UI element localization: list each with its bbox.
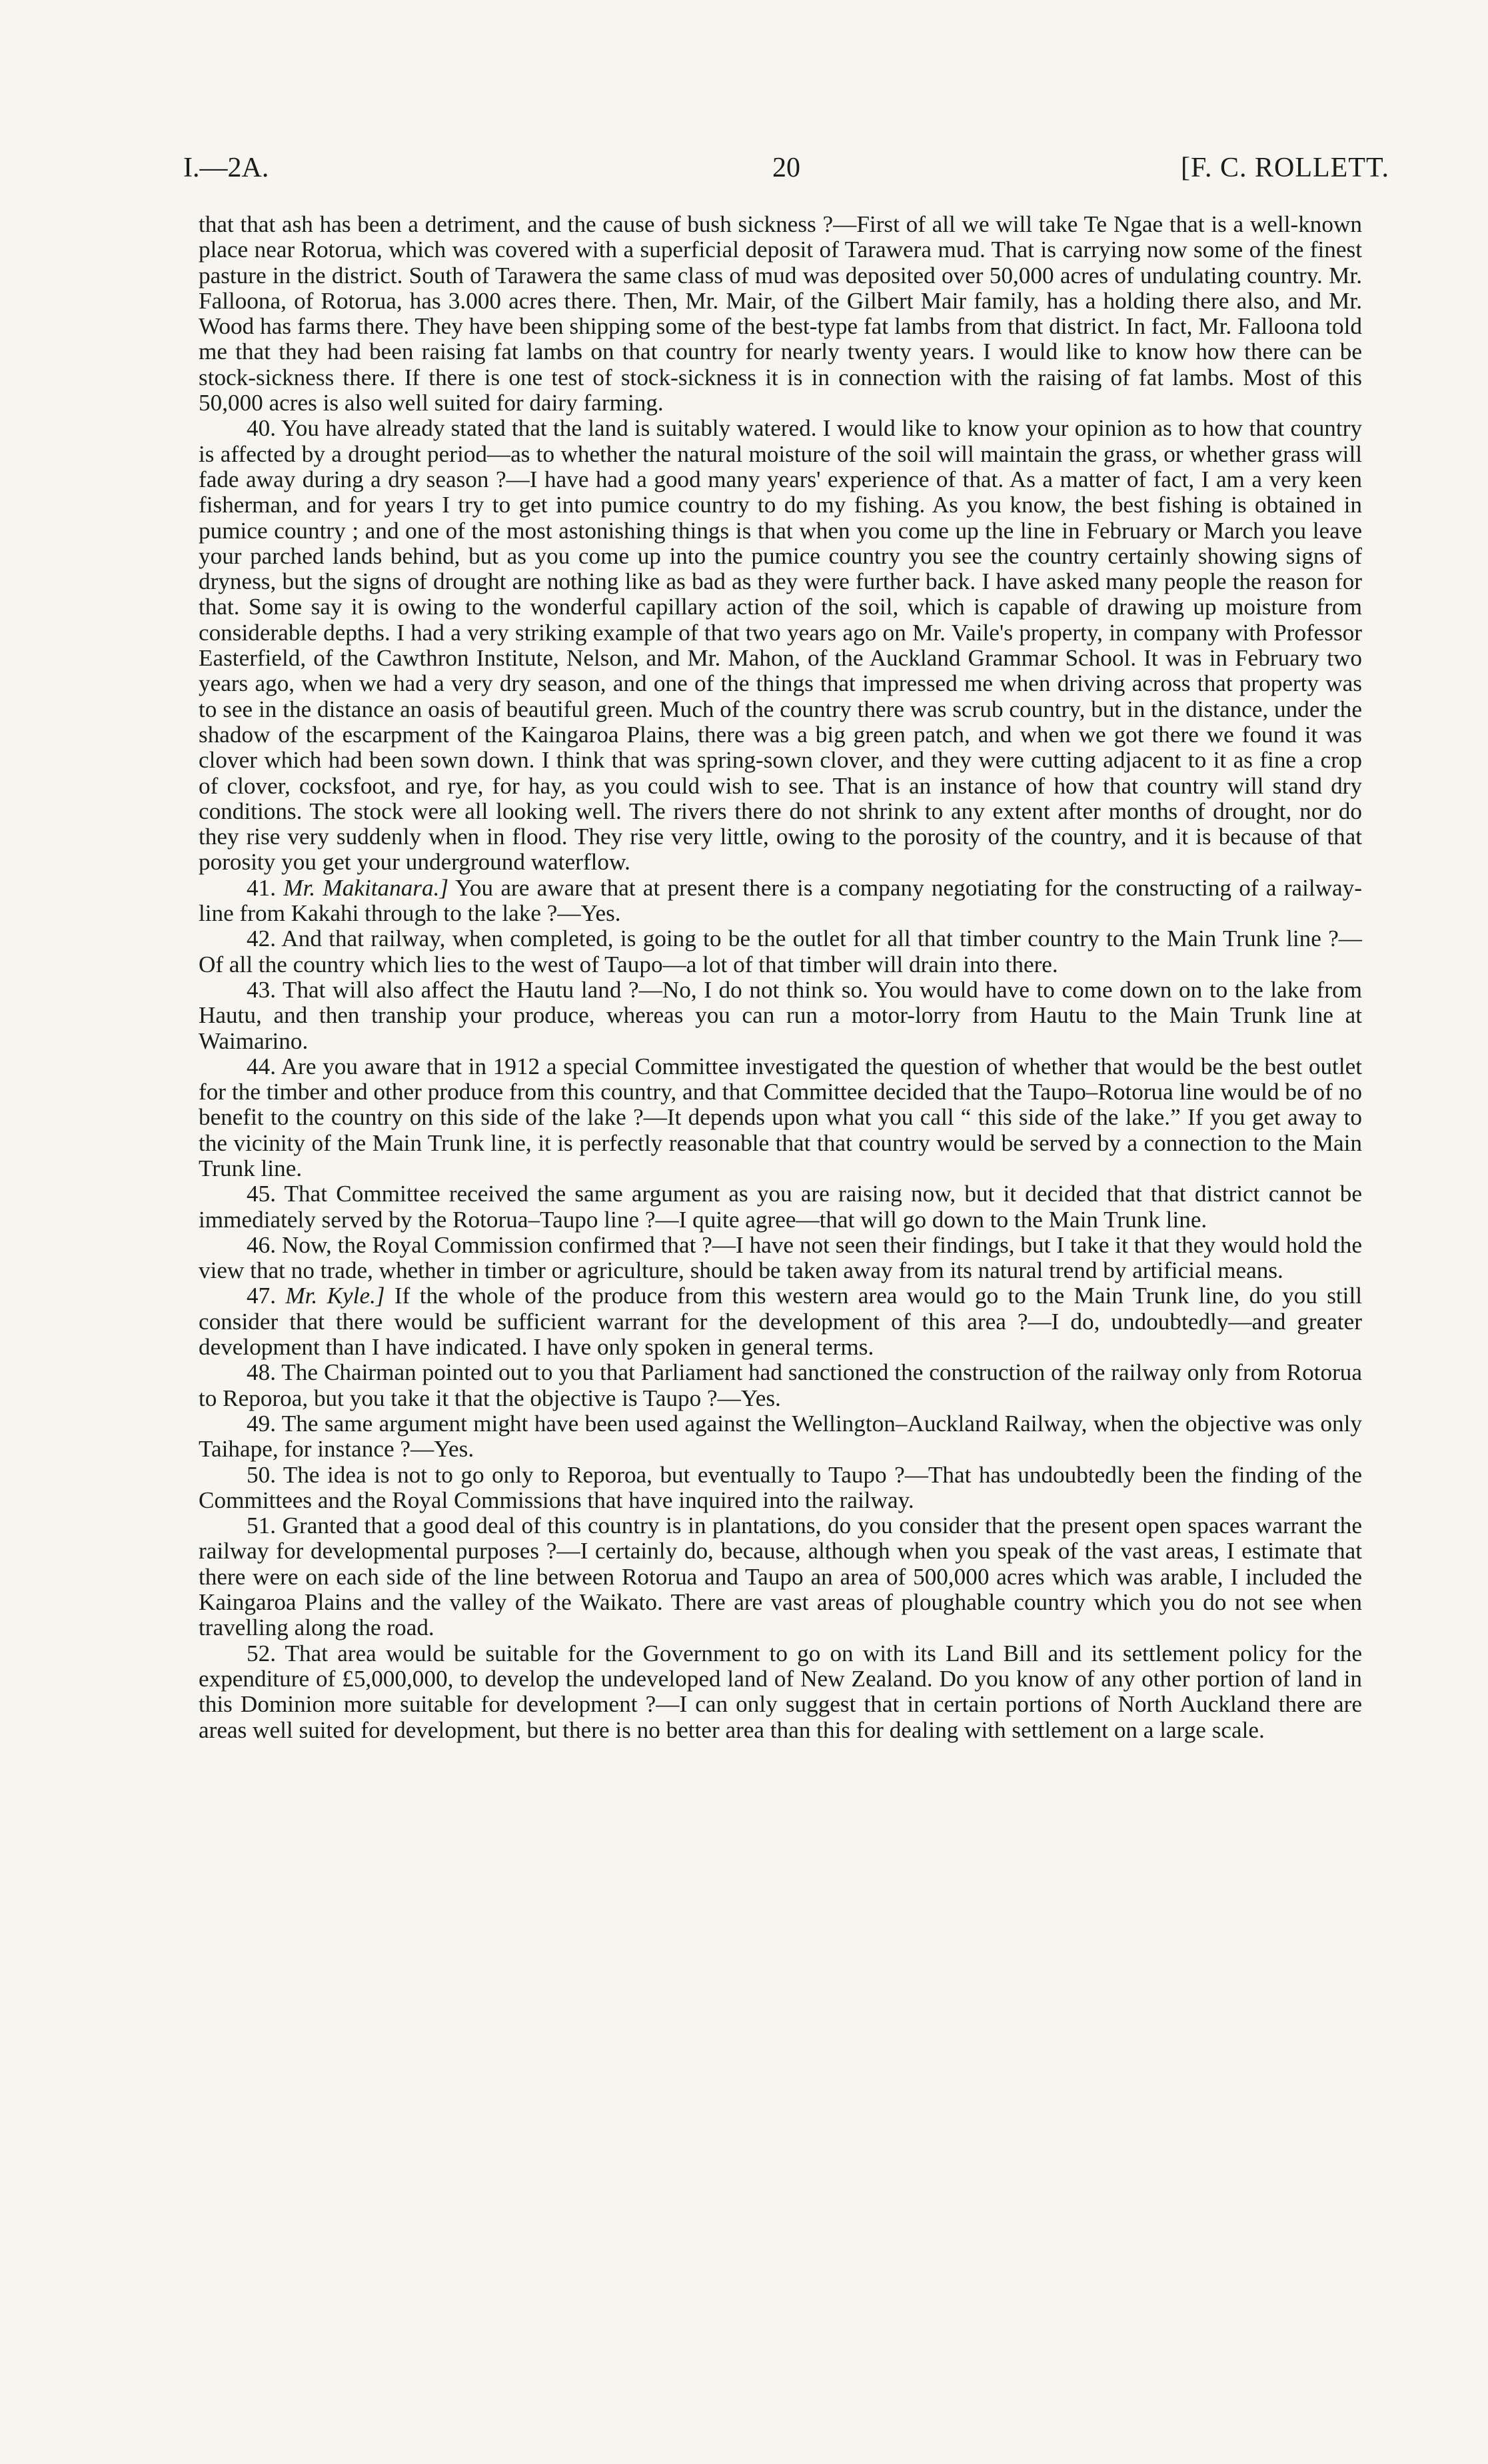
paragraph-43: 43. That will also affect the Hautu land ?—No, I do not think so. You would have to come down on to the lake from Hautu, and then tranship your produce, whereas you can run a motor-lorry from Hautu to the Main Trunk line at Waimarino. bbox=[199, 976, 1362, 1054]
witness-name: [F. C. ROLLETT. bbox=[1181, 153, 1389, 183]
paragraph-41 bbox=[199, 876, 1362, 927]
question-number: 47. bbox=[247, 1283, 276, 1309]
document-reference: I.—2A. bbox=[183, 153, 269, 183]
speaker-label: Mr. Makitanara.] bbox=[283, 874, 449, 901]
paragraph-50: 50. The idea is not to go only to Reporoa, but eventually to Taupo ?—That has undoubtedly been the finding of the Committees and the Royal Commissions that have inquired into the railway. bbox=[199, 1461, 1362, 1513]
paragraph-44: 44. Are you aware that in 1912 a special Committee investigated the question of whether that would be the best outlet for the timber and other produce from this country, and that Committee decided that the Taupo–Rotorua line would be of no benefit to the country on this side of the lake ?—It depends upon what you call “ this side of the lake.” If you get away to the vicinity of the Main Trunk line, it is perfectly reasonable that that country would be served by a connection to the Main Trunk line. bbox=[199, 1053, 1362, 1181]
paragraph-49: 49. The same argument might have been used against the Wellington–Auckland Railway, when the objective was only Taihape, for instance ?—Yes. bbox=[199, 1410, 1362, 1463]
paragraph-52: 52. That area would be suitable for the Government to go on with its Land Bill and its settlement policy for the expenditure of £5,000,000, to develop the undeveloped land of New Zealand. Do you know of any other portion of land in this Dominion more suitable for development ?—I can only suggest that in certain portions of North Auckland there are areas well suited for development, but there is no better area than this for dealing with settlement on a large scale. bbox=[199, 1640, 1362, 1743]
paragraph-text: You are aware that at present there is a company negotiating for the constructing of a railway-line from Kakahi through to the lake ?—Yes. bbox=[199, 874, 1362, 927]
paragraph-continuation: that that ash has been a detriment, and the cause of bush sickness ?—First of all we will take Te Ngae that is a well-known place near Rotorua, which was covered with a superficial deposit of Tarawera mud. That is carrying now some of the finest pasture in the district. South of Tarawera the same class of mud was deposited over 50,000 acres of undulating country. Mr. Falloona, of Rotorua, has 3.000 acres there. Then, Mr. Mair, of the Gilbert Mair family, has a holding there also, and Mr. Wood has farms there. They have been shipping some of the best-type fat lambs from that district. In fact, Mr. Falloona told me that they had been raising fat lambs on that country for nearly twenty years. I would like to know how there can be stock-sickness there. If there is one test of stock-sickness it is in connection with the raising of fat lambs. Most of this 50,000 acres is also well suited for dairy farming. bbox=[199, 211, 1362, 416]
document-body bbox=[199, 212, 1362, 1743]
page-number: 20 bbox=[772, 153, 800, 183]
paragraph-48: 48. The Chairman pointed out to you that Parliament had sanctioned the construction of the railway only from Rotorua to Reporoa, but you take it that the objective is Taupo ?—Yes. bbox=[199, 1359, 1362, 1411]
paragraph-text: If the whole of the produce from this western area would go to the Main Trunk line, do you still consider that there would be sufficient warrant for the development of this area ?—I do, undoubtedly—and greater development than I have indicated. I have only spoken in general terms. bbox=[199, 1283, 1363, 1361]
paragraph-40: 40. You have already stated that the land is suitably watered. I would like to know your opinion as to how that country is affected by a drought period—as to whether the natural moisture of the soil will maintain the grass, or whether grass will fade away during a dry season ?—I have had a good many years' experience of that. As a matter of fact, I am a very keen fisherman, and for years I try to get into pumice country to do my fishing. As you know, the best fishing is obtained in pumice country ; and one of the most astonishing things is that when you come up the line in February or March you leave your parched lands behind, but as you come up into the pumice country you see the country certainly showing signs of dryness, but the signs of drought are nothing like as bad as they were further back. I have asked many people the reason for that. Some say it is owing to the wonderful capillary action of the soil, which is capable of drawing up moisture from considerable depths. I had a very striking example of that two years ago on Mr. Vaile's property, in company with Professor Easterfield, of the Cawthron Institute, Nelson, and Mr. Mahon, of the Auckland Grammar School. It was in February two years ago, when we had a very dry season, and one of the things that impressed me when driving across that property was to see in the distance an oasis of beautiful green. Much of the country there was scrub country, but in the distance, under the shadow of the escarpment of the Kaingaroa Plains, there was a big green patch, and when we got there we found it was clover which had been sown down. I think that was spring-sown clover, and they were cutting adjacent to it as fine a crop of clover, cocksfoot, and rye, for hay, as you could wish to see. That is an instance of how that country will stand dry conditions. The stock were all looking well. The rivers there do not shrink to any extent after months of drought, nor do they rise very suddenly when in flood. They rise very little, owing to the porosity of the country, and it is because of that porosity you get your underground waterflow. bbox=[199, 415, 1362, 876]
speaker-label: Mr. Kyle.] bbox=[285, 1283, 385, 1309]
paragraph-46: 46. Now, the Royal Commission confirmed that ?—I have not seen their findings, but I take it that they would hold the view that no trade, whether in timber or agriculture, should be taken away from its natural trend by artificial means. bbox=[199, 1231, 1362, 1284]
question-number: 41. bbox=[247, 874, 276, 901]
paragraph-45: 45. That Committee received the same argument as you are raising now, but it decided that that district cannot be immediately served by the Rotorua–Taupo line ?—I quite agree—that will go down to the Main Trunk line. bbox=[199, 1181, 1362, 1233]
paragraph-51: 51. Granted that a good deal of this country is in plantations, do you consider that the present open spaces warrant the railway for developmental purposes ?—I certainly do, because, although when you speak of the vast areas, I estimate that there were on each side of the line between Rotorua and Taupo an area of 500,000 acres which was arable, I included the Kaingaroa Plains and the valley of the Waikato. There are vast areas of ploughable country which you do not see when travelling along the road. bbox=[199, 1513, 1362, 1641]
page-header bbox=[183, 148, 1389, 188]
paragraph-42: 42. And that railway, when completed, is going to be the outlet for all that timber country to the Main Trunk line ?—Of all the country which lies to the west of Taupo—a lot of that timber will drain into there. bbox=[199, 925, 1362, 977]
paragraph-47 bbox=[199, 1283, 1362, 1360]
